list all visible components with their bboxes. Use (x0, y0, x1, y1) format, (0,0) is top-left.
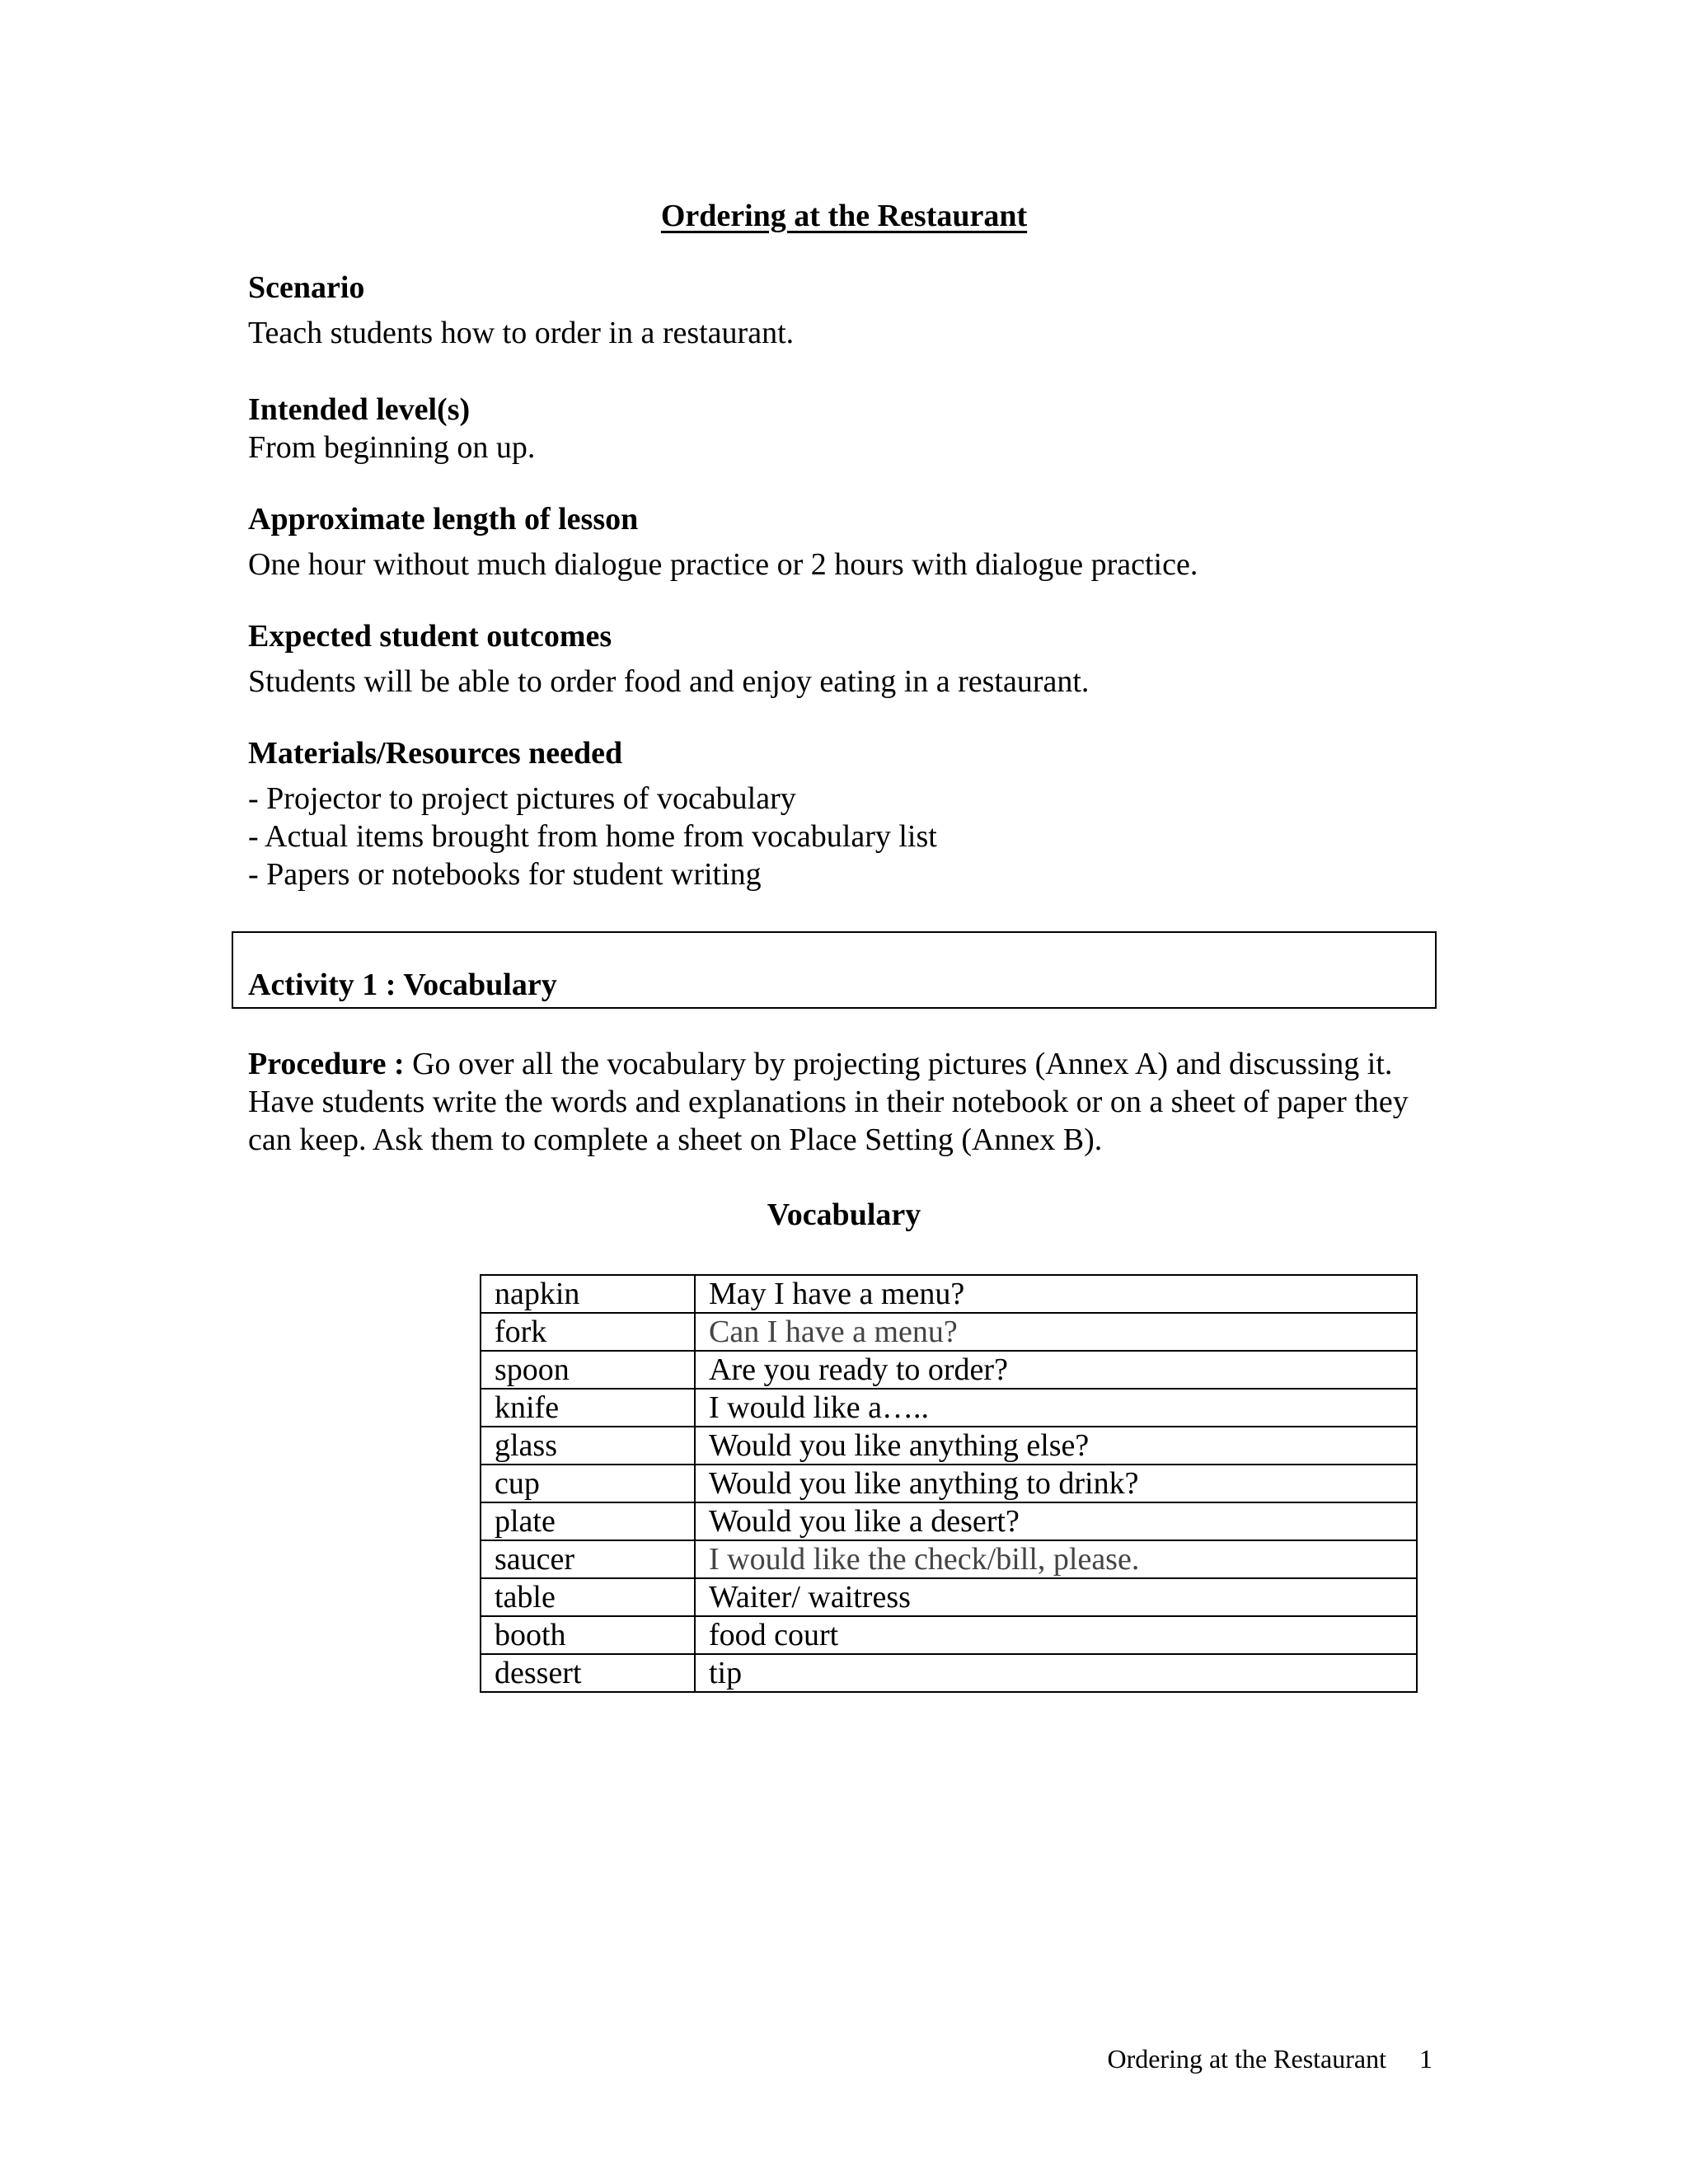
materials-item: - Papers or notebooks for student writing (248, 857, 762, 892)
vocab-word: napkin (481, 1275, 695, 1313)
table-row (481, 1313, 1417, 1351)
vocab-word: booth (481, 1616, 695, 1654)
scenario-text: Teach students how to order in a restaurant. (248, 316, 795, 350)
vocab-word: knife (481, 1389, 695, 1427)
procedure-text: Go over all the vocabulary by projecting pictures (Annex A) and discussing it. Have students write the words and explanations in their notebook or on a sheet of paper they can keep. Ask them to complete a sheet on Place Setting (Annex B). (248, 1047, 1409, 1157)
scenario-heading: Scenario (248, 270, 365, 305)
materials-heading: Materials/Resources needed (248, 736, 623, 771)
vocab-word: glass (481, 1427, 695, 1465)
footer-title: Ordering at the Restaurant (1107, 2044, 1386, 2074)
page-footer (1107, 2044, 1432, 2074)
vocabulary-table (480, 1274, 1418, 1693)
materials-list (248, 780, 1451, 893)
materials-item: - Projector to project pictures of vocabulary (248, 781, 796, 816)
outcomes-section (248, 617, 1451, 701)
level-section (248, 391, 1451, 466)
vocabulary-heading: Vocabulary (767, 1197, 921, 1232)
activity-title: Activity 1 : Vocabulary (248, 968, 557, 1002)
table-row (481, 1502, 1417, 1540)
table-row (481, 1275, 1417, 1313)
length-heading: Approximate length of lesson (248, 502, 639, 537)
vocab-word: cup (481, 1465, 695, 1502)
vocab-word: table (481, 1578, 695, 1616)
procedure-paragraph (248, 1045, 1451, 1159)
length-section (248, 500, 1451, 583)
table-row (481, 1578, 1417, 1616)
table-row (481, 1427, 1417, 1465)
vocab-word: plate (481, 1502, 695, 1540)
table-row (481, 1540, 1417, 1578)
vocab-word: fork (481, 1313, 695, 1351)
table-row (481, 1351, 1417, 1389)
vocab-word: dessert (481, 1654, 695, 1692)
level-heading: Intended level(s) (248, 392, 471, 427)
vocab-phrase: Are you ready to order? (695, 1351, 1417, 1389)
procedure-label: Procedure : (248, 1047, 405, 1081)
vocab-phrase: tip (695, 1654, 1417, 1692)
level-text: From beginning on up. (248, 430, 536, 465)
outcomes-heading: Expected student outcomes (248, 619, 612, 654)
materials-item: - Actual items brought from home from vocabulary list (248, 819, 937, 854)
table-row (481, 1654, 1417, 1692)
vocab-phrase: I would like the check/bill, please. (695, 1540, 1417, 1578)
document-title: Ordering at the Restaurant (660, 199, 1028, 233)
length-text: One hour without much dialogue practice or 2 hours with dialogue practice. (248, 547, 1198, 582)
vocab-phrase: I would like a….. (695, 1389, 1417, 1427)
table-row (481, 1465, 1417, 1502)
activity-box (232, 931, 1437, 1009)
vocab-phrase: May I have a menu? (695, 1275, 1417, 1313)
vocab-word: spoon (481, 1351, 695, 1389)
materials-section (248, 734, 1451, 893)
vocab-phrase: Can I have a menu? (695, 1313, 1417, 1351)
vocab-phrase: Would you like a desert? (695, 1502, 1417, 1540)
table-row (481, 1389, 1417, 1427)
vocab-phrase: Would you like anything else? (695, 1427, 1417, 1465)
vocab-phrase: food court (695, 1616, 1417, 1654)
scenario-section (248, 269, 1451, 352)
page-number: 1 (1419, 2044, 1432, 2074)
outcomes-text: Students will be able to order food and enjoy eating in a restaurant. (248, 664, 1090, 699)
vocab-word: saucer (481, 1540, 695, 1578)
vocab-phrase: Would you like anything to drink? (695, 1465, 1417, 1502)
table-row (481, 1616, 1417, 1654)
vocab-phrase: Waiter/ waitress (695, 1578, 1417, 1616)
